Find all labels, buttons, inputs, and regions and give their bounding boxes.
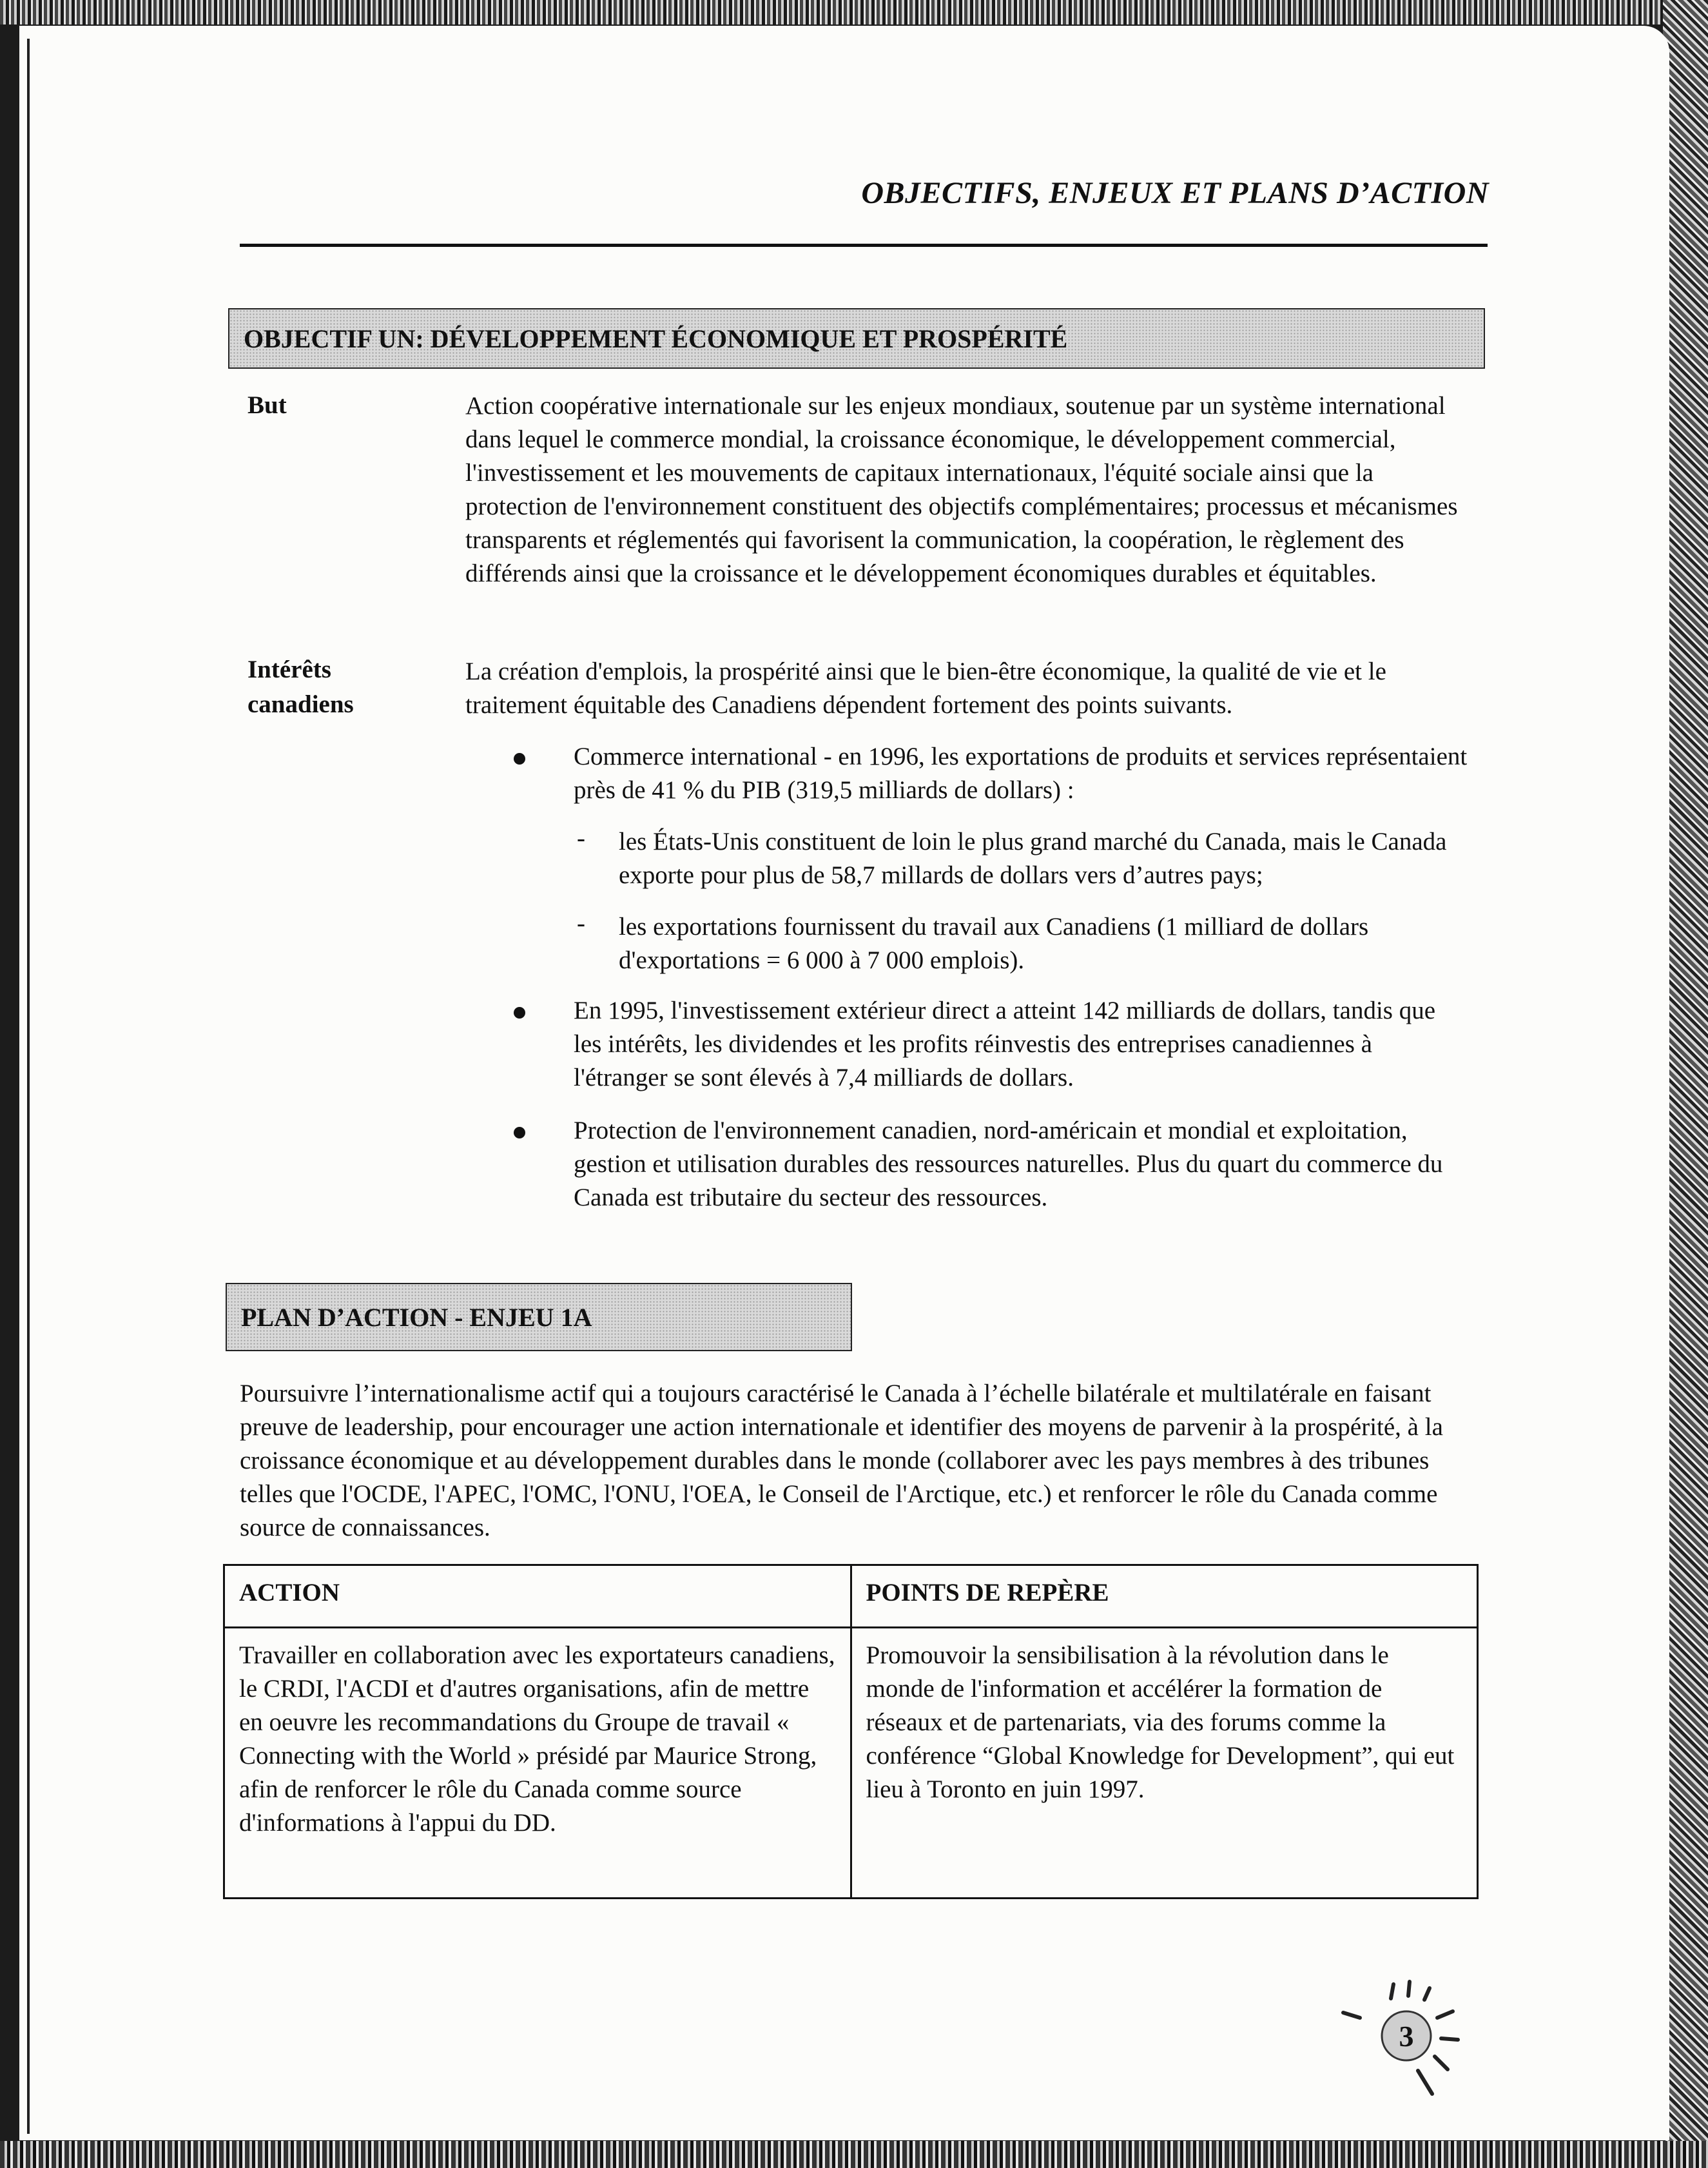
objective-heading: OBJECTIF UN: DÉVELOPPEMENT ÉCONOMIQUE ET PROSPÉRITÉ [228,308,1485,369]
bullet-commerce: Commerce international - en 1996, les exportations de produits et services représentaient près de 41 % du PIB (319,5 milliards de dollars) : [574,743,1468,804]
table-header-points: POINTS DE REPÈRE [851,1565,1478,1628]
page-number: 3 [1399,2020,1414,2053]
table-cell-points: Promouvoir la sensibilisation à la révolution dans le monde de l'information et accélérer la formation de réseaux et de partenariats, via des forums comme la conférence “Global Knowledge for Development”, qui eut lieu à Toronto en juin 1997. [851,1628,1478,1899]
table-header-action: ACTION [224,1565,851,1628]
subitem-etats-unis: les États-Unis constituent de loin le plus grand marché du Canada, mais le Canada exporte pour plus de 58,7 millards de dollars vers d’autres pays; [619,828,1447,889]
bullet-environnement: Protection de l'environnement canadien, nord-américain et mondial et exploitation, gestion et utilisation durables des ressources naturelles. Plus du quart du commerce du Canada est tributaire du secteur des ressources. [574,1117,1443,1211]
interets-intro: La création d'emplois, la prospérité ainsi que le bien-être économique, la qualité de vie et le traitement équitable des Canadiens dépendent fortement des points suivants. [465,658,1386,719]
scan-border-bottom [0,2141,1708,2168]
action-table [223,1564,1479,1899]
plan-paragraph: Poursuivre l’internationalisme actif qui a toujours caractérisé le Canada à l’échelle bilatérale et multilatérale en faisant preuve de leadership, pour encourager une action internationale et identifier des moyens de parvenir à la prospérité, à la croissance économique et au développement durables dans le monde (collaborer avec les pays membres à des tribunes telles que l'OCDE, l'APEC, l'OMC, l'ONU, l'OEA, le Conseil de l'Arctique, etc.) et renforcer le rôle du Canada comme source de connaissances. [240,1380,1443,1541]
plan-heading: PLAN D’ACTION - ENJEU 1A [226,1283,852,1351]
page-header-title: OBJECTIFS, ENJEUX ET PLANS D’ACTION [861,176,1489,210]
but-label: But [247,391,287,419]
binding-edge [27,39,30,2134]
interets-label-line2: canadiens [247,690,354,718]
dash-marker: - [577,910,585,937]
scan-border-right [1663,0,1708,2168]
bullet-investissement: En 1995, l'investissement extérieur direct a atteint 142 milliards de dollars, tandis que les intérêts, les dividendes et les profits réinvestis des entreprises canadiennes à l'étranger se sont élevés à 7,4 milliards de dollars. [574,997,1436,1091]
bullet-dot [514,1127,525,1138]
but-paragraph: Action coopérative internationale sur les enjeux mondiaux, soutenue par un système international dans lequel le commerce mondial, la croissance économique, le développement commercial, l'investissement et les mouvements de capitaux internationaux, l'équité sociale ainsi que la protection de l'environnement constituent des objectifs complémentaires; processus et mécanismes transparents et réglementés qui favorisent la communication, la coopération, le règlement des différends ainsi que la croissance et le développement économiques durables et équitables. [465,392,1458,587]
table-row [224,1628,1478,1899]
interets-label-line1: Intérêts [247,656,331,683]
dash-marker: - [577,825,585,852]
bullet-dot [514,753,525,765]
subitem-exportations: les exportations fournissent du travail aux Canadiens (1 milliard de dollars d'exportations = 6 000 à 7 000 emplois). [619,913,1369,974]
bullet-dot [514,1007,525,1019]
scan-border-top [0,0,1708,24]
table-cell-action: Travailler en collaboration avec les exportateurs canadiens, le CRDI, l'ACDI et d'autres organisations, afin de mettre en oeuvre les recommandations du Groupe de travail « Connecting with the World » présidé par Maurice Strong, afin de renforcer le rôle du Canada comme source d'informations à l'appui du DD. [224,1628,851,1899]
header-divider [240,244,1488,247]
table-header-row [224,1565,1478,1628]
page-number-sun-icon [1334,1979,1482,2102]
